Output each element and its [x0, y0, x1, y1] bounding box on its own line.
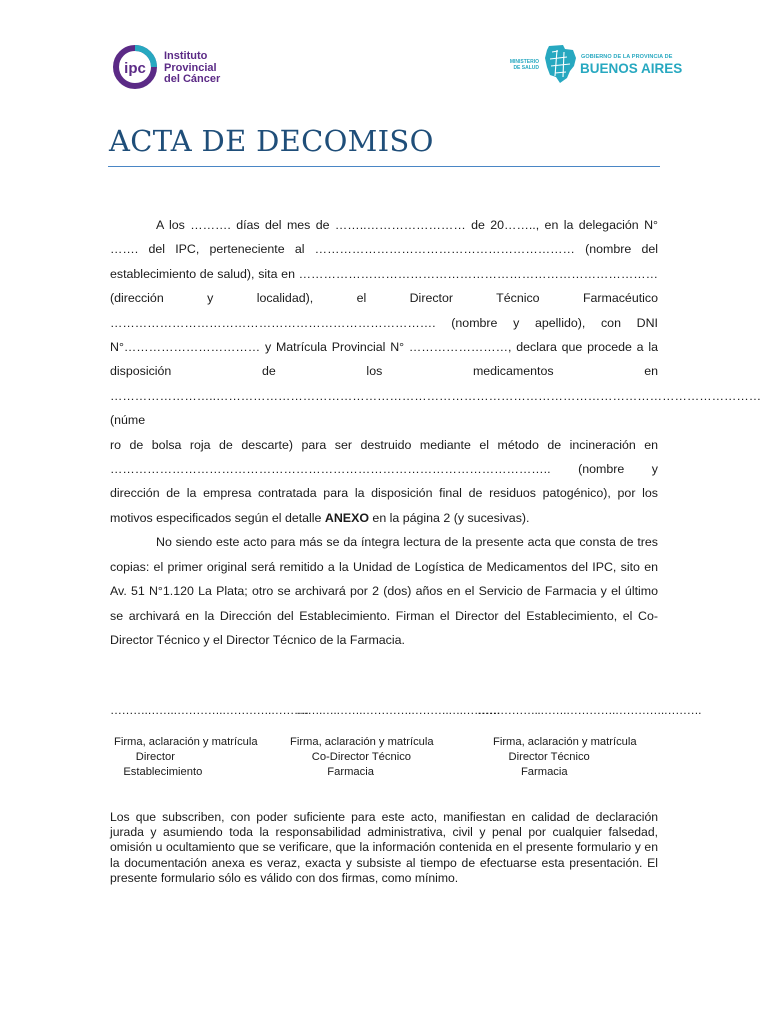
buenos-aires-logo [505, 44, 683, 86]
ipc-logo-line1: Instituto [164, 50, 208, 62]
ipc-logo [112, 42, 232, 90]
signature-line-codirector[interactable]: …….….…….………….……….….………. [296, 703, 500, 717]
ipc-logo-text [164, 51, 220, 86]
signature-line-pharmacy-director[interactable]: ……………..…….………….………….………. [477, 703, 702, 717]
government-label: GOBIERNO DE LA PROVINCIA DE [581, 54, 673, 60]
document-body [110, 213, 762, 652]
document-title: ACTA DE DECOMISO [109, 124, 434, 158]
paragraph-2: No siendo este acto para más se da íntegra lectura de la presente acta que consta de tres copias: el primer original será remitido a la Unidad de Logística de Medicamentos del IPC, sito en Av. 51 N°1.120 La Plata; otro se archivará por 2 (dos) años en el Servicio de Farmacia y el último se archivará en la Dirección del Establecimiento. Firman el Director del Establecimiento, el Co- Director Técnico y el Director Técnico de la Farmacia. [110, 535, 658, 647]
p1-end-text: en la página 2 (y sucesivas). [368, 510, 530, 525]
signature-label-pharmacy-director: Firma, aclaración y matrícula Director Técnico Farmacia [493, 736, 637, 778]
ipc-logo-line3: del Cáncer [164, 73, 221, 85]
legal-disclaimer: Los que subscriben, con poder suficiente para este acto, manifiestan en calidad de declaración jurada y asumiendo toda la responsabilidad administrativa, civil y penal por cualquier falsedad, omisión u ocultamiento que se verificare, que la información contenida en el presente formulario y en la documentación anexa es veraz, exacta y subsiste al tiempo de efectuarse esta presentación. El presente formulario sólo es válido con dos firmas, como mínimo. [110, 810, 658, 885]
ministry-label: MINISTERIO DE SALUD [509, 59, 539, 71]
p1-start-text: A los ………. días del mes de ……..…………………… de 20…….., en la delegación N° ……. del IPC, perteneciente al ……………………………………………………… (nombre del establecimiento de salud), sita en …………………………………………………………………………… (dirección y localidad), el Director Técnico Farmacéutico ……………………………………………………………………. (nombre y apellido), con DNI N°…………………………… y Matrícula Provincial N° ……………………, declara que procede a la disposición de los medicamentos en [110, 218, 658, 379]
title-divider [108, 166, 660, 167]
paragraph-1-part-a [110, 213, 658, 384]
anexo-label: ANEXO [324, 510, 369, 525]
signature-line-director[interactable]: ……….…….………….………….………. [110, 703, 309, 717]
p1-dots-text: ……………………..……………………………………………………………………………………………………………………(núme [110, 388, 762, 428]
province-map-icon [543, 44, 577, 84]
signature-label-director: Firma, aclaración y matrícula Director Establecimiento [114, 736, 258, 778]
ipc-mark-icon [112, 44, 158, 90]
svg-text:ipc: ipc [124, 60, 146, 77]
p1-rest-text: ro de bolsa roja de descarte) para ser destruido mediante el método de incineración en …………………………………………………………………………………………….. (nombre y dirección de la empresa contratada para la disposición final de residuos patogénico), por los motivos especificados según el detalle [110, 437, 658, 525]
paragraph-1-dots-line [110, 384, 762, 433]
signature-label-codirector: Firma, aclaración y matrícula Co-Director Técnico Farmacia [290, 736, 434, 778]
ipc-logo-line2: Provincial [164, 61, 217, 74]
paragraph-1-part-b [110, 433, 658, 531]
province-name: BUENOS AIRES [580, 61, 683, 76]
